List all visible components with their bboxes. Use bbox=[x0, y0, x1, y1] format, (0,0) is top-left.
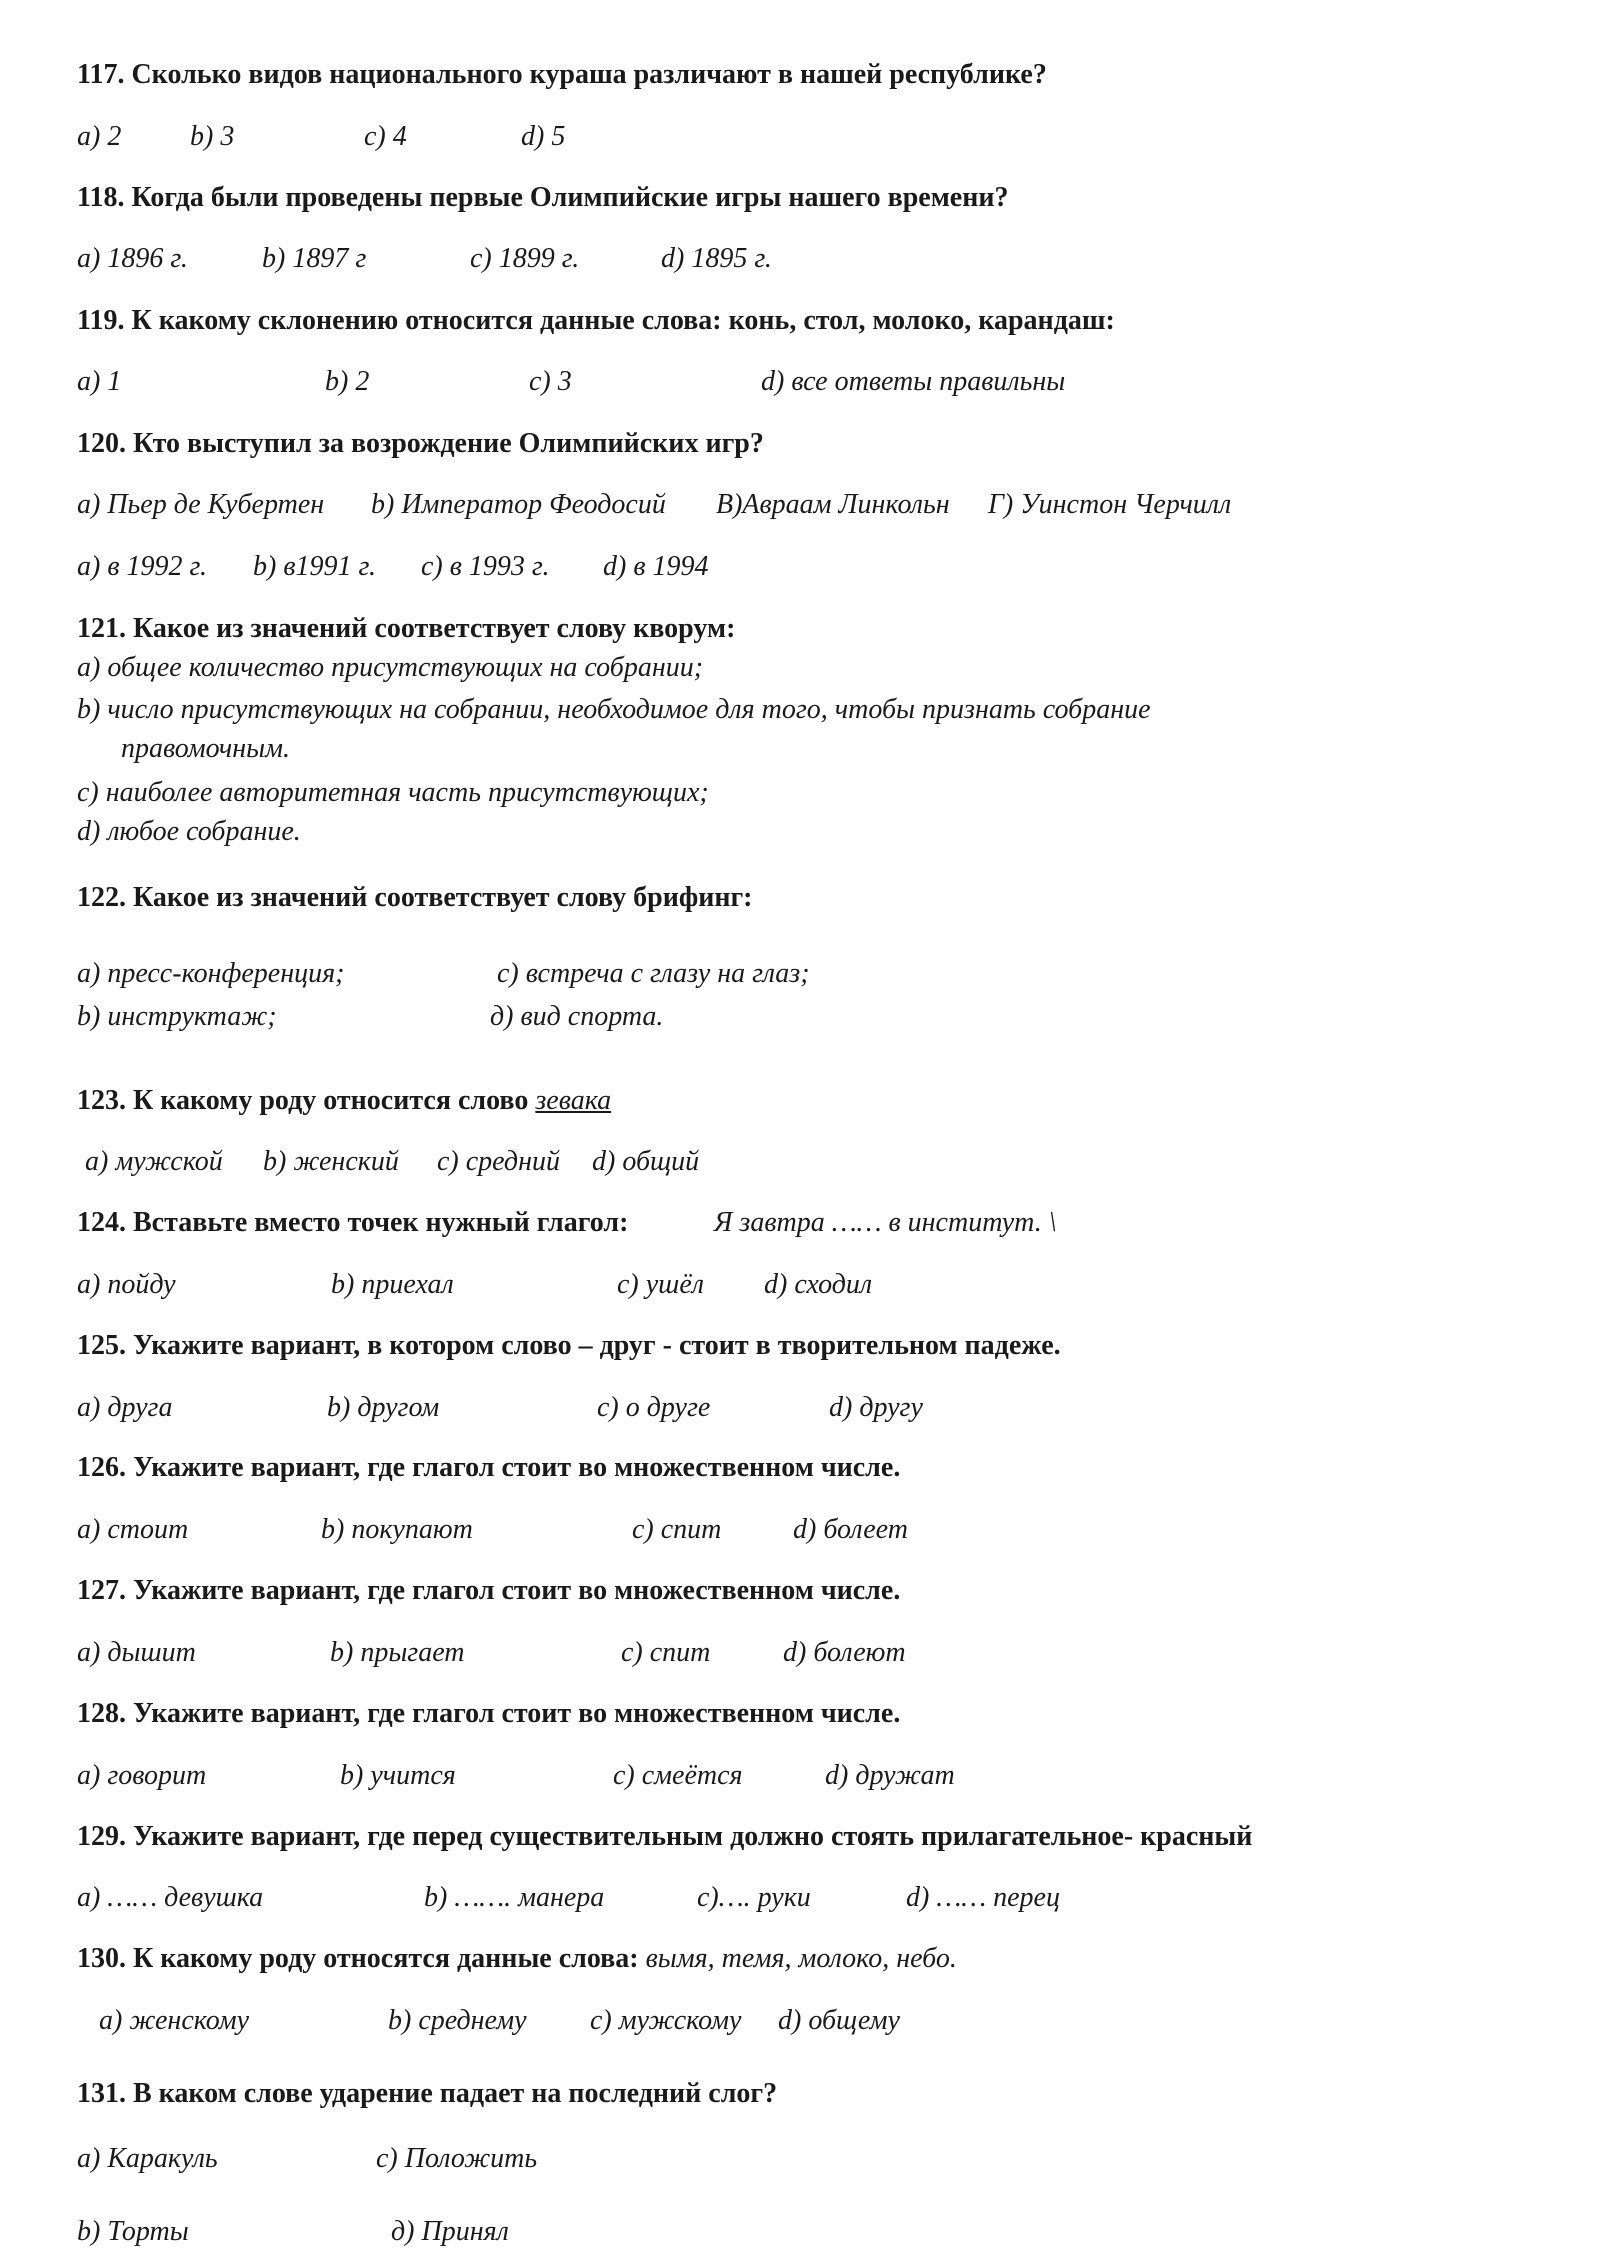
option-c: c) о друге bbox=[597, 1392, 711, 1423]
option-d: d) любое собрание. bbox=[77, 816, 301, 847]
option-b: b) женский bbox=[263, 1146, 399, 1177]
question-121: 121. Какое из значений соответствует слову кворум: bbox=[77, 613, 736, 644]
option-d: д) Принял bbox=[391, 2216, 509, 2247]
option-d: d) болеют bbox=[783, 1637, 906, 1668]
option-a: а) 2 bbox=[77, 121, 122, 152]
question-124-sentence: Я завтра …… в институт. \ bbox=[714, 1207, 1057, 1238]
option-b: b) прыгает bbox=[330, 1637, 465, 1668]
option-a: а) женскому bbox=[99, 2005, 250, 2036]
question-126: 126. Укажите вариант, где глагол стоит во множественном числе. bbox=[77, 1452, 901, 1483]
option-b: b) среднему bbox=[388, 2005, 527, 2036]
option-c: c) 4 bbox=[364, 121, 407, 152]
question-124-prompt: 124. Вставьте вместо точек нужный глагол: bbox=[77, 1207, 629, 1238]
question-117: 117. Сколько видов национального кураша различают в нашей республике? bbox=[77, 59, 1047, 90]
option-a: а) 1 bbox=[77, 366, 122, 397]
option-d: d) дружат bbox=[825, 1760, 955, 1791]
option-c: c) в 1993 г. bbox=[421, 551, 550, 582]
option-d: д) вид спорта. bbox=[490, 1001, 664, 1032]
option-c: c) спит bbox=[632, 1514, 722, 1545]
option-b-continued: правомочным. bbox=[121, 733, 290, 764]
option-c: В)Авраам Линкольн bbox=[716, 489, 950, 520]
option-d: d) …… перец bbox=[906, 1882, 1060, 1913]
option-b: b) Торты bbox=[77, 2216, 189, 2247]
option-b: b) 1897 г bbox=[262, 243, 367, 274]
option-b: b) в1991 г. bbox=[253, 551, 377, 582]
option-a: а) пресс-конференция; bbox=[77, 958, 345, 989]
option-a: а) общее количество присутствующих на собрании; bbox=[77, 652, 704, 683]
option-a: а) говорит bbox=[77, 1760, 207, 1791]
question-131: 131. В каком слове ударение падает на последний слог? bbox=[77, 2078, 778, 2109]
option-a: а) Каракуль bbox=[77, 2143, 218, 2174]
question-123-prompt: 123. К какому роду относится слово bbox=[77, 1085, 529, 1116]
option-a: а) Пьер де Кубертен bbox=[77, 489, 325, 520]
question-128: 128. Укажите вариант, где глагол стоит во множественном числе. bbox=[77, 1698, 901, 1729]
option-a: а) …… девушка bbox=[77, 1882, 264, 1913]
option-a: а) пойду bbox=[77, 1269, 176, 1300]
option-c: c) наиболее авторитетная часть присутствующих; bbox=[77, 777, 709, 808]
option-d: d) 1895 г. bbox=[661, 243, 772, 274]
question-119: 119. К какому склонению относится данные слова: конь, стол, молоко, карандаш: bbox=[77, 305, 1115, 336]
question-120: 120. Кто выступил за возрождение Олимпийских игр? bbox=[77, 428, 764, 459]
question-130-words: вымя, темя, молоко, небо. bbox=[645, 1943, 957, 1974]
option-c: c) Положить bbox=[376, 2143, 538, 2174]
option-b: b) приехал bbox=[331, 1269, 454, 1300]
option-a: а) мужской bbox=[85, 1146, 223, 1177]
option-b: b) ……. манера bbox=[424, 1882, 605, 1913]
option-b: b) число присутствующих на собрании, необходимое для того, чтобы признать собрание bbox=[77, 694, 1151, 725]
option-a: а) дышит bbox=[77, 1637, 196, 1668]
option-c: c) встреча с глазу на глаз; bbox=[497, 958, 810, 989]
option-d: Г) Уинстон Черчилл bbox=[988, 489, 1232, 520]
question-127: 127. Укажите вариант, где глагол стоит во множественном числе. bbox=[77, 1575, 901, 1606]
option-d: d) общий bbox=[592, 1146, 700, 1177]
question-129: 129. Укажите вариант, где перед существительным должно стоять прилагательное- красный bbox=[77, 1821, 1253, 1852]
option-c: c) спит bbox=[621, 1637, 711, 1668]
option-c: c) средний bbox=[437, 1146, 560, 1177]
option-d: d) общему bbox=[778, 2005, 900, 2036]
option-d: d) все ответы правильны bbox=[761, 366, 1066, 397]
option-a: а) друга bbox=[77, 1392, 173, 1423]
question-118: 118. Когда были проведены первые Олимпийские игры нашего времени? bbox=[77, 182, 1009, 213]
option-c: c)…. руки bbox=[697, 1882, 811, 1913]
question-125: 125. Укажите вариант, в котором слово – друг - стоит в творительном падеже. bbox=[77, 1330, 1061, 1361]
option-b: b) учится bbox=[340, 1760, 456, 1791]
option-a: а) 1896 г. bbox=[77, 243, 188, 274]
option-c: c) смеётся bbox=[613, 1760, 743, 1791]
option-b: b) другом bbox=[327, 1392, 440, 1423]
option-c: c) 3 bbox=[529, 366, 572, 397]
option-d: d) 5 bbox=[521, 121, 566, 152]
question-130 bbox=[77, 1942, 957, 1976]
option-b: b) инструктаж; bbox=[77, 1001, 277, 1032]
option-c: c) мужскому bbox=[590, 2005, 742, 2036]
option-d: d) другу bbox=[829, 1392, 923, 1423]
option-b: b) покупают bbox=[321, 1514, 473, 1545]
question-123 bbox=[77, 1084, 611, 1118]
question-122: 122. Какое из значений соответствует слову брифинг: bbox=[77, 882, 753, 913]
option-d: d) в 1994 bbox=[603, 551, 709, 582]
option-c: c) 1899 г. bbox=[470, 243, 580, 274]
question-123-word: зевака bbox=[535, 1085, 612, 1116]
option-b: b) Император Феодосий bbox=[371, 489, 666, 520]
option-c: c) ушёл bbox=[617, 1269, 704, 1300]
option-b: b) 3 bbox=[190, 121, 235, 152]
option-b: b) 2 bbox=[325, 366, 370, 397]
option-d: d) сходил bbox=[764, 1269, 873, 1300]
option-a: а) стоит bbox=[77, 1514, 189, 1545]
question-130-prompt: 130. К какому роду относятся данные слова: bbox=[77, 1943, 639, 1974]
option-a: а) в 1992 г. bbox=[77, 551, 208, 582]
option-d: d) болеет bbox=[793, 1514, 908, 1545]
